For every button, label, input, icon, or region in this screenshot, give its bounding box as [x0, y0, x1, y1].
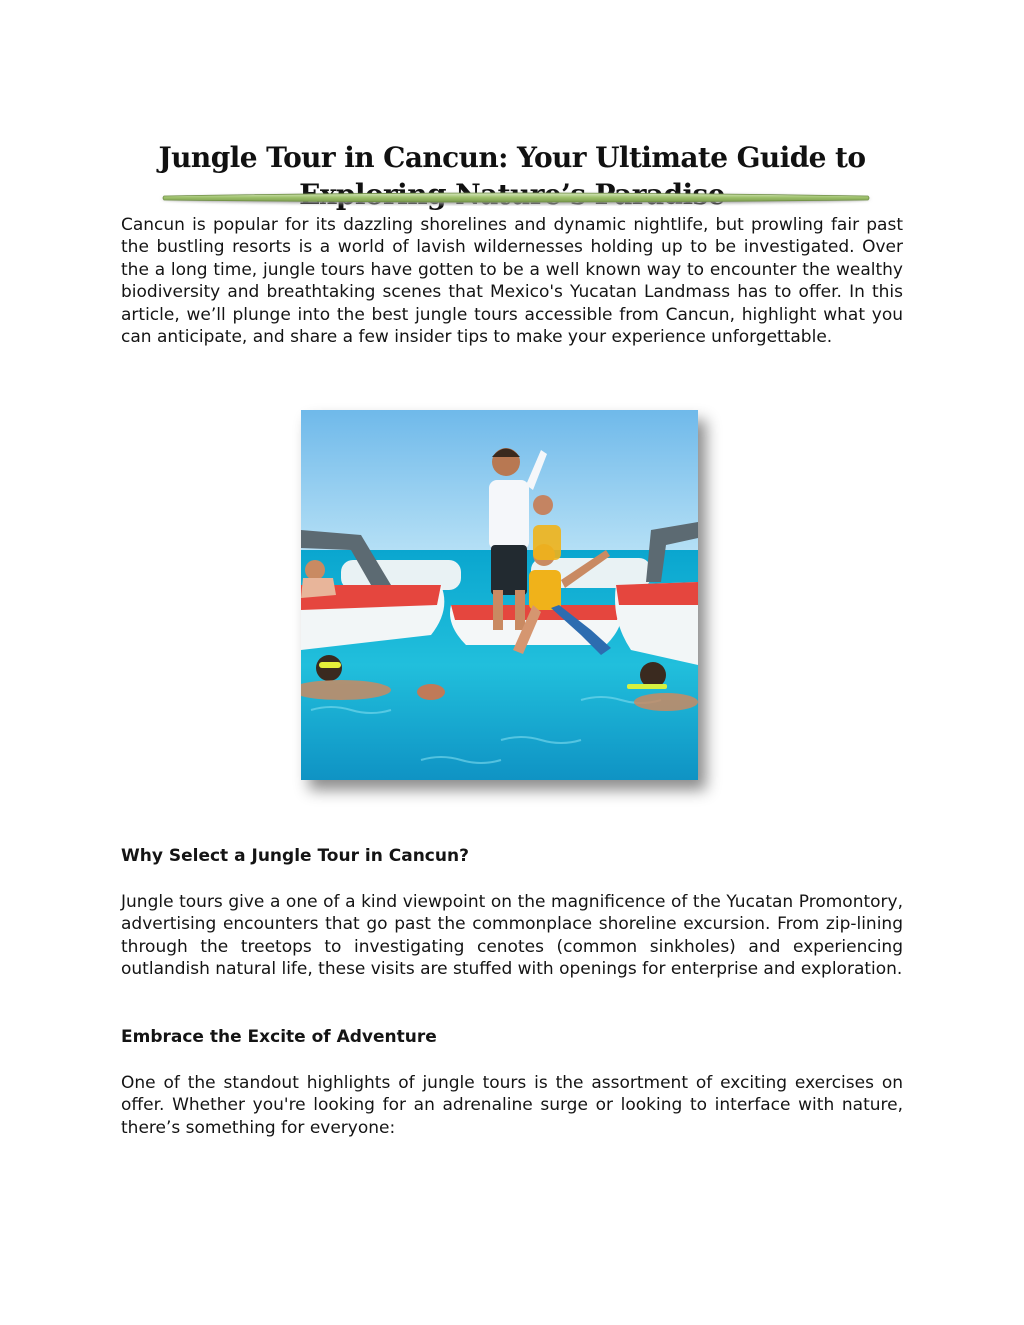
snorkel-tour-photo [301, 410, 698, 780]
section-heading-why-select: Why Select a Jungle Tour in Cancun? [121, 846, 469, 866]
document-title: Jungle Tour in Cancun: Your Ultimate Guide to [158, 140, 866, 174]
title-divider [158, 188, 874, 206]
section-paragraph-adventure: One of the standout highlights of jungle tours is the assortment of exciting exercises on offer. Whether you're looking for an adrenaline surge or looking to interface with nature, there’s something for everyone: [121, 1073, 903, 1138]
section-paragraph-why-select: Jungle tours give a one of a kind viewpoint on the magnificence of the Yucatan Promontory, advertising encounters that go past the commonplace shoreline excursion. From zip-lining through the treetops to investigating cenotes (common sinkholes) and experiencing outlandish natural life, these visits are stuffed with openings for enterprise and exploration. [121, 892, 903, 980]
photo-illustration [301, 410, 698, 780]
section-heading-adventure: Embrace the Excite of Adventure [121, 1027, 437, 1047]
intro-paragraph: Cancun is popular for its dazzling shorelines and dynamic nightlife, but prowling fair past the bustling resorts is a world of lavish wildernesses holding up to be investigated. Over the a long time, jungle tours have gotten to be a well known way to encounter the wealthy biodiversity and breathtaking scenes that Mexico's Yucatan Landmass has to offer. In this article, we’ll plunge into the best jungle tours accessible from Cancun, highlight what you can anticipate, and share a few insider tips to make your experience unforgettable. [121, 215, 903, 348]
